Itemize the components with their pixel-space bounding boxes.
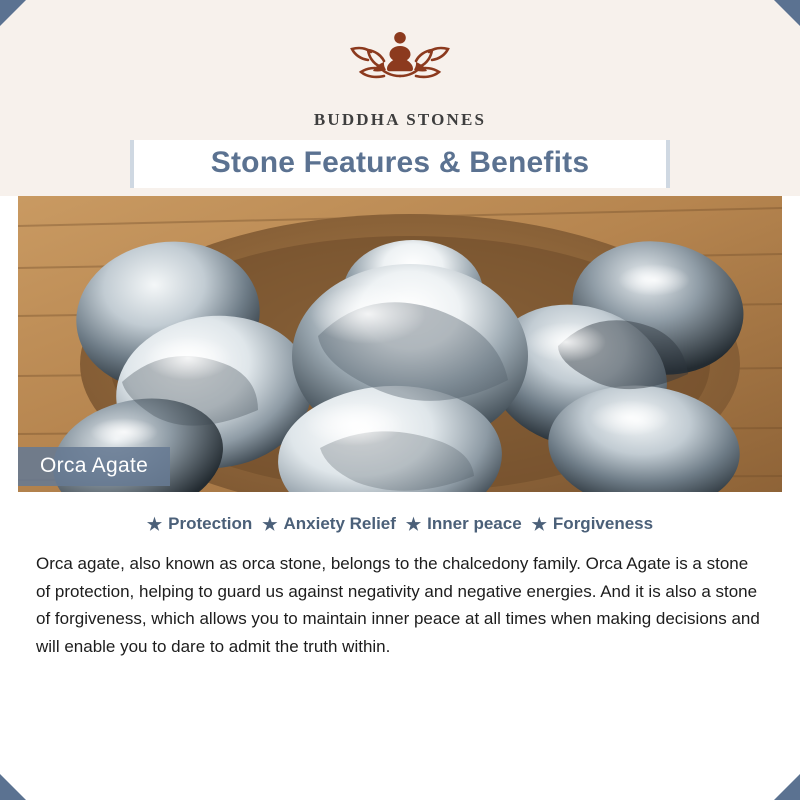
brand-logo [0, 26, 800, 130]
brand-name: BUDDHA STONES [313, 110, 487, 129]
page-title: Stone Features & Benefits [210, 146, 590, 179]
benefit-item [406, 514, 522, 534]
benefits-list [24, 514, 776, 534]
star-icon: ★ [531, 514, 547, 534]
lotus-meditation-icon [340, 26, 460, 106]
description-text: Orca agate, also known as orca stone, belongs to the chalcedony family. Orca Agate is a stone of protection, helping to guard us against negativity and negative energies. And it is also a stone of forgiveness, which allows you to maintain inner peace at all times when making decisions and will enable you to dare to admit the truth within. [36, 554, 760, 656]
corner-accent-top-left [0, 0, 26, 26]
benefit-label: Protection [168, 514, 253, 533]
corner-accent-bottom-left [0, 774, 26, 800]
title-band [130, 140, 670, 188]
star-icon: ★ [262, 514, 278, 534]
benefit-label: Anxiety Relief [283, 514, 396, 533]
corner-accent-bottom-right [774, 774, 800, 800]
benefit-label: Forgiveness [552, 514, 654, 533]
star-icon: ★ [146, 514, 163, 534]
benefit-item [262, 514, 396, 534]
star-icon: ★ [405, 514, 422, 534]
benefit-item [532, 514, 653, 534]
hero-caption: Orca Agate [18, 447, 170, 486]
corner-accent-top-right [774, 0, 800, 26]
benefit-item [147, 514, 252, 534]
header [0, 0, 800, 196]
benefit-label: Inner peace [427, 514, 522, 533]
hero-image [18, 196, 782, 492]
